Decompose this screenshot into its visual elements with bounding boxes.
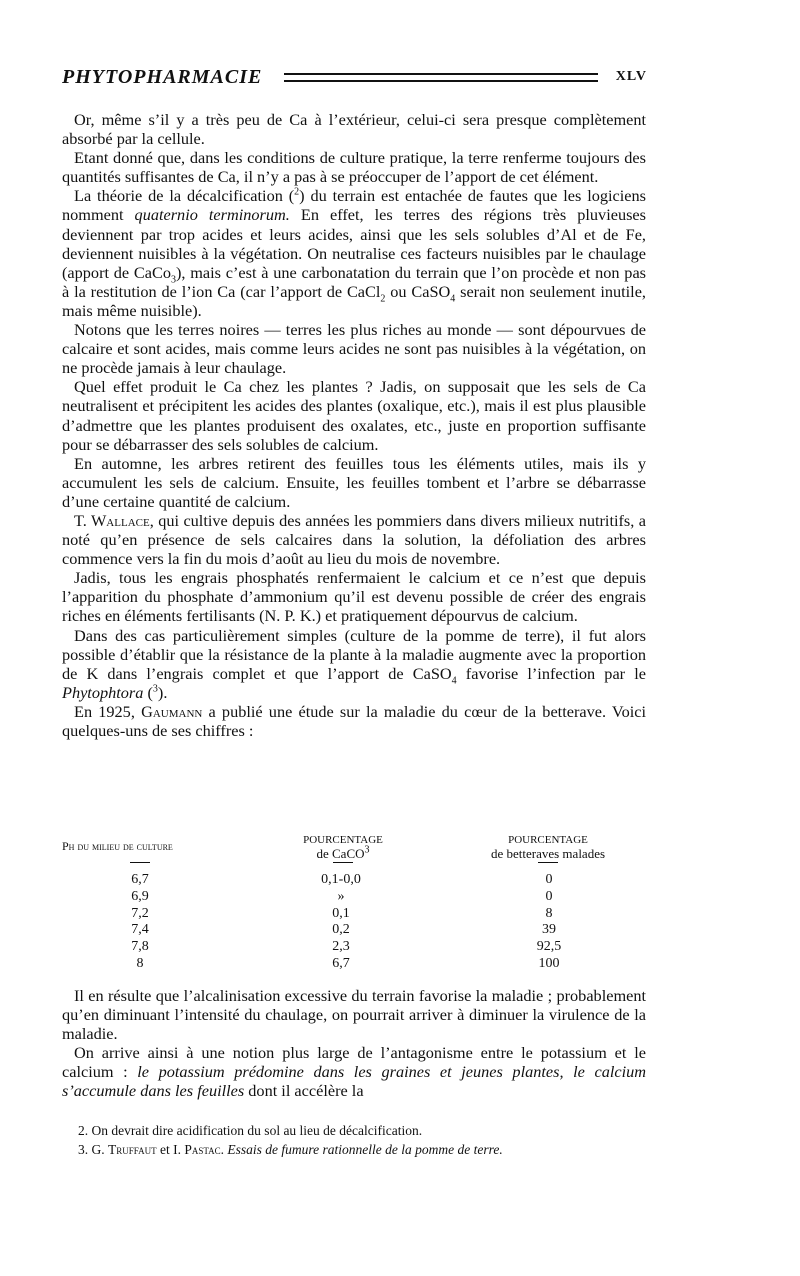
text-run: 3. G. — [78, 1142, 108, 1157]
cell-malades: 92,5 — [536, 939, 562, 955]
cell-ph: 7,4 — [131, 922, 149, 938]
emphasis: le potassium prédomine dans les graines et jeunes plantes, le calcium s’accumule dans les feuilles — [62, 1062, 647, 1101]
header-line: POURCENTAGE — [508, 834, 588, 846]
paragraph: Il en résulte que l’alcalinisation excessive du terrain favorise la maladie ; probablement qu’en diminuant l’intensité du chaulage, on pourrait arriver à diminuer la virulence de la maladie. — [62, 986, 646, 1044]
table-row — [62, 872, 646, 889]
footnotes — [62, 1121, 652, 1159]
paragraph: En automne, les arbres retirent des feuilles tous les éléments utiles, mais ils y accumulent les sels de calcium. Ensuite, les feuilles tombent et l’arbre se débarrasse d’une certaine quantité de calcium. — [62, 453, 646, 511]
text-run: ). — [157, 682, 168, 702]
column-header-ph: Ph du milieu de culture — [62, 839, 173, 853]
genus-name: Phytophtora — [62, 682, 144, 702]
column-dash — [130, 862, 150, 863]
subscript: 3 — [170, 274, 176, 285]
cell-malades: 100 — [538, 955, 560, 971]
paragraph: Or, même s’il y a très peu de Ca à l’extérieur, celui-ci sera presque complètement absorbé par la cellule. — [62, 110, 646, 149]
text-run: a publié une étude sur la maladie du cœur de la betterave. Voici quelques-uns de ses chiffres : — [62, 701, 646, 740]
cell-malades: 8 — [545, 905, 553, 921]
footnote-3 — [62, 1140, 652, 1159]
subscript: 4 — [451, 674, 457, 686]
paragraph — [62, 702, 646, 740]
cell-ph: 6,7 — [131, 872, 149, 887]
cell-caco3: » — [337, 888, 345, 904]
cell-malades: 0 — [545, 872, 553, 887]
table-row — [62, 939, 646, 956]
text-run: ) du terrain est entachée de fautes que les logiciens nomment — [62, 186, 646, 225]
author-name: Gaumann — [141, 701, 203, 721]
paragraph: Etant donné que, dans les conditions de culture pratique, la terre renferme toujours des quantités suffisantes de Ca, il n’y a pas à se préoccuper de l’apport de cet élément. — [62, 148, 646, 187]
text-run: La théorie de la décalcification ( — [74, 186, 295, 206]
cell-ph: 7,8 — [131, 939, 149, 955]
paragraph: Jadis, tous les engrais phosphatés renfermaient le calcium et ce n’est que depuis l’apparition du phosphate d’ammonium qu’il est devenu possible de créer des engrais riches en éléments fertilisants (N. P. K.) et pratiquement dépourvus de calcium. — [62, 568, 646, 626]
author-name: T. Wallace — [74, 510, 150, 530]
paragraph: Notons que les terres noires — terres les plus riches au monde — sont dépourvues de calcaire et sont acides, mais comme leurs acides ne sont pas nuisibles à la végétation, on ne procède jamais à leur chaulage. — [62, 320, 646, 378]
text-run: ), mais c’est à une carbonatation du terrain que l’on procède et non pas à la restitution de l’ion Ca (car l’apport de CaCl — [62, 262, 647, 301]
page-header — [62, 64, 647, 90]
data-table — [62, 828, 646, 971]
paragraph — [62, 1043, 646, 1100]
table-row — [62, 956, 646, 973]
header-rule — [284, 73, 597, 82]
latin-term: quaternio terminorum. — [134, 205, 290, 225]
paragraph — [62, 626, 646, 702]
footnote-ref: 3 — [152, 683, 158, 695]
page-number: XLV — [615, 69, 647, 84]
text-run: Dans des cas particulièrement simples (culture de la pomme de terre), il fut alors possible d’établir que la résistance de la plante à la maladie augmente avec la proportion de K dans l’engrais complet et que l’apport de CaSO — [62, 625, 646, 683]
header-line: de betteraves malades — [490, 846, 606, 861]
table-header — [62, 828, 646, 862]
body-text-continued — [62, 986, 646, 1101]
paragraph: Quel effet produit le Ca chez les plantes ? Jadis, on supposait que les sels de Ca neutralisent et précipitent les acides des plantes (oxalique, etc.), mais il est plus plausible d’admettre que les plantes produisent des oxalates, etc., juste en proportion suffisante pour se débarrasser des sels solubles de calcium. — [62, 377, 646, 454]
author-name: Pastac — [184, 1142, 221, 1157]
cell-caco3: 0,1 — [332, 905, 350, 921]
cell-ph: 7,2 — [131, 905, 149, 921]
column-dash — [333, 862, 353, 863]
column-header-caco3 — [278, 832, 408, 860]
cell-ph: 6,9 — [131, 888, 149, 904]
table-row — [62, 922, 646, 939]
cell-caco3: 6,7 — [332, 955, 350, 971]
text-run: On arrive ainsi à une notion plus large de l’antagonisme entre le potassium et le calcium : — [62, 1043, 646, 1082]
cell-malades: 39 — [542, 922, 556, 938]
subscript: 4 — [450, 293, 456, 305]
text-run: favorise l’infection par le — [456, 663, 646, 683]
text-run: En effet, les terres des régions très pluvieuses deviennent par trop acides et leurs acides, ainsi que les sels solubles d’Al et de Fe, deviennent nuisibles à la végétation. On neutralise ces facteurs nuisibles par le chaulage (apport de CaCo — [62, 205, 646, 282]
running-title: PHYTOPHARMACIE — [62, 65, 263, 88]
footnote-2: 2. On devrait dire acidification du sol au lieu de décalcification. — [78, 1123, 423, 1138]
text-run: ou CaSO — [385, 281, 451, 301]
table-row — [62, 889, 646, 906]
text-run: ( — [143, 682, 153, 702]
text-run: dont il accélère la — [244, 1081, 364, 1101]
superscript: 3 — [364, 844, 370, 856]
text-run: et I. — [156, 1142, 185, 1157]
cell-caco3: 0,2 — [332, 922, 350, 938]
header-line: de CaCO — [316, 846, 365, 861]
reference-title: Essais de fumure rationnelle de la pomme de terre. — [227, 1142, 503, 1157]
body-text — [62, 110, 646, 740]
cell-caco3: 2,3 — [332, 939, 350, 955]
table-body — [62, 872, 646, 973]
text-run: . — [220, 1142, 228, 1157]
column-dash — [538, 862, 558, 863]
author-name: Truffaut — [108, 1142, 157, 1157]
header-line: POURCENTAGE — [303, 834, 383, 846]
text-run: serait non seulement inutile, mais même nuisible). — [62, 281, 646, 320]
cell-caco3: 0,1-0,0 — [321, 872, 361, 887]
text-run: En 1925, — [74, 701, 142, 721]
cell-ph: 8 — [136, 955, 144, 971]
text-run: , qui cultive depuis des années les pommiers dans divers milieux nutritifs, a noté qu’en présence de sels calcaires dans la solution, la défoliation des arbres commence vers la fin du mois d’août au lieu du mois de novembre. — [62, 510, 646, 569]
subscript: 2 — [380, 293, 386, 305]
paragraph — [62, 511, 646, 568]
table-row — [62, 906, 646, 923]
footnote-ref: 2 — [294, 186, 300, 198]
column-header-betteraves — [460, 832, 636, 860]
paragraph — [62, 186, 646, 320]
cell-malades: 0 — [545, 888, 553, 904]
